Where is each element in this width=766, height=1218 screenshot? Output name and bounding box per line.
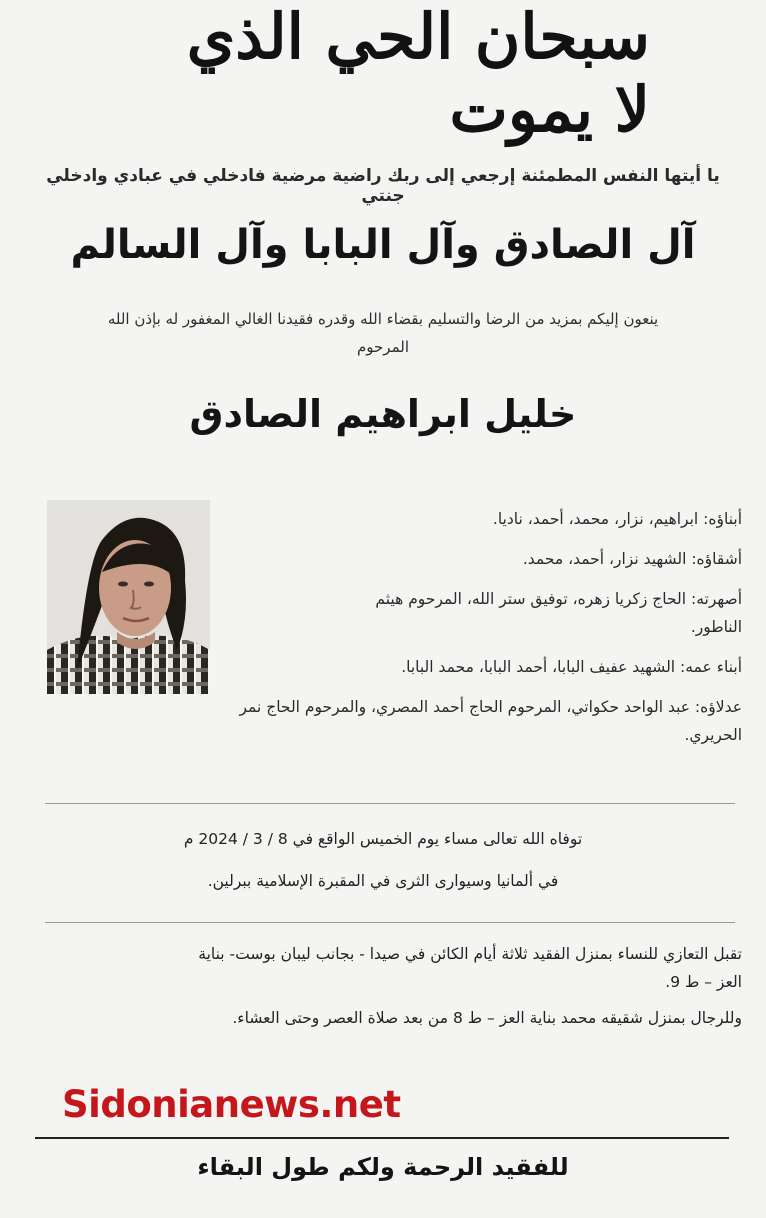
relatives-brothers: أشقاؤه: الشهيد نزار، أحمد، محمد. bbox=[522, 550, 742, 568]
header-calligraphy: سبحان الحي الذي لا يموت bbox=[186, 0, 650, 146]
bottom-rule bbox=[35, 1137, 729, 1139]
condolences-men: وللرجال بمنزل شقيقه محمد بناية العز – ط 8 من بعد صلاة العصر وحتى العشاء. bbox=[232, 1009, 742, 1027]
announcement bbox=[40, 305, 726, 361]
condolences bbox=[40, 940, 742, 1032]
divider bbox=[45, 922, 735, 923]
families-heading: آل الصادق وآل البابا وآل السالم bbox=[70, 222, 696, 268]
death-date-line: توفاه الله تعالى مساء يوم الخميس الواقع في 8 / 3 / 2024 م bbox=[183, 830, 583, 848]
closing-phrase: للفقيد الرحمة ولكم طول البقاء bbox=[197, 1153, 569, 1181]
burial-line: في ألمانيا وسيوارى الثرى في المقبرة الإسلامية ببرلين. bbox=[207, 872, 559, 890]
quran-verse: يا أيتها النفس المطمئنة إرجعي إلى ربك راضية مرضية فادخلي في عبادي وادخلي جنتي bbox=[46, 166, 720, 206]
divider bbox=[45, 803, 735, 804]
relatives-list bbox=[40, 505, 742, 749]
announcement-line: ينعون إليكم بمزيد من الرضا والتسليم بقضاء الله وقدره فقيدنا الغالي المغفور له بإذن الله bbox=[107, 310, 659, 328]
relatives-in-laws: أصهرته: الحاج زكريا زهره، توفيق ستر الله، المرحوم هيثم bbox=[375, 590, 742, 608]
relatives-cousins: أبناء عمه: الشهيد عفيف البابا، أحمد البابا، محمد البابا. bbox=[401, 658, 742, 676]
deceased-name: خليل ابراهيم الصادق bbox=[189, 392, 577, 436]
watermark: Sidonianews.net bbox=[62, 1083, 401, 1126]
relatives-sons: أبناؤه: ابراهيم، نزار، محمد، أحمد، ناديا. bbox=[492, 510, 742, 528]
relatives-brothers-in-law-cont: الحريري. bbox=[684, 726, 742, 744]
death-info bbox=[60, 818, 706, 902]
condolences-women-line: العز – ط 9. bbox=[665, 973, 742, 991]
relatives-brothers-in-law: عدلاؤه: عبد الواحد حكواتي، المرحوم الحاج أحمد المصري، والمرحوم الحاج نمر bbox=[239, 698, 742, 716]
announcement-line: المرحوم bbox=[357, 338, 409, 356]
condolences-women bbox=[40, 940, 742, 996]
relatives-in-laws-cont: الناطور. bbox=[690, 618, 742, 636]
condolences-women-line: تقبل التعازي للنساء بمنزل الفقيد ثلاثة أيام الكائن في صيدا - بجانب ليبان بوست- بناية bbox=[198, 945, 742, 963]
